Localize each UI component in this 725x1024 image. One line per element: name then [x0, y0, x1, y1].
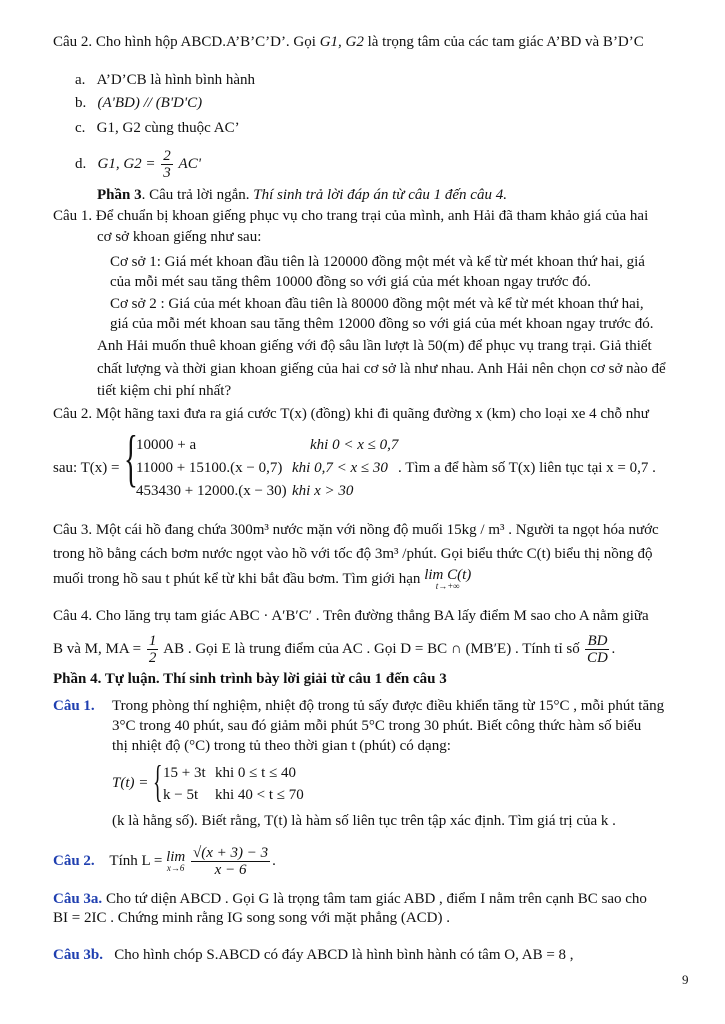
q2-option-c: c. G1, G2 cùng thuộc AC’ — [75, 120, 240, 136]
p3-q1-line: tiết kiệm chi phí nhất? — [97, 383, 232, 399]
p3-q1-line: Câu 1. Để chuẩn bị khoan giếng phục vụ cho trang trại của mình, anh Hải đã tham khảo giá của hai — [53, 208, 649, 224]
c1-line: thị nhiệt độ (°C) trong tủ theo thời gian t (phút) có dạng: — [112, 738, 451, 754]
ratio-fraction: $\frac{BD}{CD}$ — [587, 633, 608, 666]
brace: { — [153, 757, 163, 806]
p3-q3-line: trong hồ bằng cách bơm nước ngọt vào hồ với tốc độ 3m³ /phút. Gọi biểu thức C(t) biểu thị nồng độ — [53, 546, 653, 562]
c2-line: Câu 2. Tính L = lim x→6 $\frac{√(x + 3) - 3}{x - 6}$ . — [53, 845, 276, 878]
p3-q1-line: Cơ sở 1: Giá mét khoan đầu tiên là 120000 đồng một mét và kể từ mét khoan thứ hai, giá — [110, 254, 645, 270]
c3a-line: BI = 2IC . Chứng minh rằng IG song song với mặt phẳng (ACD) . — [53, 910, 450, 926]
q2-option-a: a. A’D’CB là hình bình hành — [75, 72, 255, 88]
p3-q2-prefix: sau: T(x) = — [53, 460, 120, 476]
brace: { — [124, 422, 138, 493]
case-expr: 10000 + a — [136, 437, 197, 453]
p3-q4-line: Câu 4. Cho lăng trụ tam giác ABC · A′B′C′ . Trên đường thẳng BA lấy điểm M sao cho A nằm giữa — [53, 608, 649, 624]
p3-q1-line: của mỗi mét sau tăng thêm 10000 đồng so với giá của mét khoan ngay trước đó. — [110, 274, 591, 290]
p3-q1-line: giá của mỗi mét khoan sau tăng thêm 12000 đồng so với giá của mét khoan ngay trước đó. — [110, 316, 654, 332]
q2-option-b: b. (A'BD) // (B'D'C) — [75, 95, 203, 111]
fraction: $\frac{2}{3}$ — [163, 148, 171, 181]
case-expr: 15 + 3t — [163, 765, 206, 781]
case-expr: 453430 + 12000.(x − 30) — [136, 483, 287, 499]
p3-q1-line: Cơ sở 2 : Giá của mét khoan đầu tiên là 80000 đồng một mét và kể từ mét khoan thứ hai, — [110, 296, 644, 312]
q2-stem: Câu 2. Cho hình hộp ABCD.A’B’C’D’. Gọi G1, G2 là trọng tâm của các tam giác A’BD và B’D’C — [53, 34, 644, 50]
case-cond: khi x > 30 — [292, 483, 354, 499]
case-cond: khi 0 < x ≤ 0,7 — [310, 437, 399, 453]
p3-q4-line: B và M, MA = $\frac{1}{2}$ AB . Gọi E là trung điểm của AC . Gọi D = BC ∩ (MB′E) . Tính tỉ số $\frac{BD}{CD}$ . — [53, 633, 616, 666]
part3-heading: Phần 3. Câu trả lời ngắn. Thí sinh trả lời đáp án từ câu 1 đến câu 4. — [97, 187, 507, 203]
p3-q3-line: muối trong hồ sau t phút kể từ khi bắt đầu bơm. Tìm giới hạn lim C(t) t→+∞ — [53, 567, 472, 591]
p3-q2-tail: . Tìm a để hàm số T(x) liên tục tại x = 0,7 . — [398, 460, 656, 476]
fraction: $\frac{√(x + 3) - 3}{x - 6}$ — [193, 845, 269, 878]
p3-q1-line: chất lượng và thời gian khoan giếng của hai cơ sở là như nhau. Anh Hải nên chọn cơ sở nào để — [97, 361, 666, 377]
case-cond: khi 0,7 < x ≤ 30 — [292, 460, 388, 476]
case-cond: khi 40 < t ≤ 70 — [215, 787, 304, 803]
page-number: 9 — [682, 972, 689, 987]
limit: lim C(t) t→+∞ — [424, 567, 472, 591]
part4-heading: Phần 4. Tự luận. Thí sinh trình bày lời giải từ câu 1 đến câu 3 — [53, 671, 447, 687]
p3-q3-line: Câu 3. Một cái hồ đang chứa 300m³ nước mặn với nồng độ muối 15kg / m³ . Người ta ngọt hóa nước — [53, 522, 659, 538]
fraction: $\frac{1}{2}$ — [148, 633, 157, 666]
p3-q2-line: Câu 2. Một hãng taxi đưa ra giá cước T(x) (đồng) khi đi quãng đường x (km) cho loại xe 4 chỗ như — [53, 406, 649, 422]
case-cond: khi 0 ≤ t ≤ 40 — [215, 765, 297, 781]
case-expr: 11000 + 15100.(x − 0,7) — [136, 460, 283, 476]
q2-option-d: d. G1, G2 = $\frac{2}{3}$ AC' — [75, 148, 201, 181]
p3-q1-line: Anh Hải muốn thuê khoan giếng với độ sâu lần lượt là 50(m) để phục vụ trang trại. Giả thiết — [97, 338, 652, 354]
c1-after: (k là hằng số). Biết rằng, T(t) là hàm số liên tục trên tập xác định. Tìm giá trị của k . — [112, 813, 616, 829]
c1-func: T(t) = — [112, 775, 149, 791]
c1-label: Câu 1. — [53, 698, 95, 714]
c3a-line: Câu 3a. Cho tứ diện ABCD . Gọi G là trọng tâm tam giác ABD , điểm I nằm trên cạnh BC sao cho — [53, 891, 647, 907]
case-expr: k − 5t — [163, 787, 199, 803]
p3-q1-line: cơ sở khoan giếng như sau: — [97, 229, 262, 245]
limit: lim x→6 — [166, 849, 186, 873]
c1-line: 3°C trong 40 phút, sau đó giảm mỗi phút 5°C trong 30 phút. Biết công thức hàm số biểu — [112, 718, 642, 734]
c1-line: Trong phòng thí nghiệm, nhiệt độ trong tủ sấy được điều khiển tăng từ 15°C , mỗi phút tăng — [112, 698, 665, 714]
c3b-line: Câu 3b. Cho hình chóp S.ABCD có đáy ABCD là hình bình hành có tâm O, AB = 8 , — [53, 947, 574, 963]
